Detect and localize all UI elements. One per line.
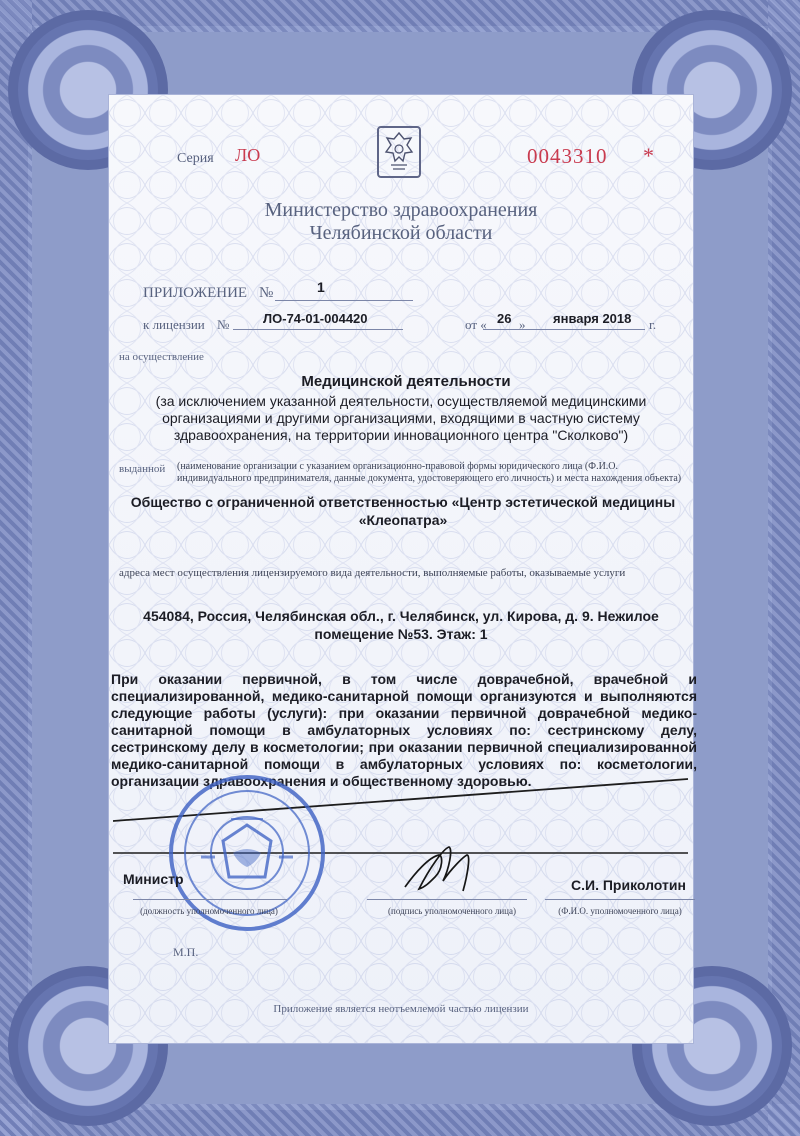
- document-paper: [108, 94, 697, 1044]
- activity-description: (за исключением указанной деятельности, осуществляемой медицинскими организациями и другими организациями, входящими в частную систему здравоохранения, на территории инновационного центра "Сколково"): [155, 393, 647, 443]
- ministry-line-1: Министерство здравоохранения: [264, 199, 538, 221]
- appendix-number-sign: №: [259, 285, 274, 301]
- license-number: 0043310: [527, 144, 608, 168]
- appendix-label: ПРИЛОЖЕНИЕ: [143, 285, 248, 301]
- stamp-label: М.П.: [173, 945, 199, 959]
- license-label: к лицензии: [143, 317, 205, 332]
- date-month-year: января 2018: [553, 311, 632, 326]
- state-emblem-icon: [375, 125, 423, 181]
- ministry-heading: [109, 199, 693, 245]
- signer-name: С.И. Приколотин: [571, 877, 686, 893]
- signature-icon: [395, 839, 487, 901]
- number-star: *: [643, 143, 654, 168]
- left-ornament-band: [0, 0, 32, 1136]
- right-ornament-band: [768, 0, 800, 1136]
- appendix-number: 1: [317, 279, 325, 295]
- position-note: (должность уполномоченного лица): [140, 906, 278, 916]
- places-label: адреса мест осуществления лицензируемого вида деятельности, выполняемые работы, оказываемые услуги: [119, 567, 626, 579]
- date-line: [483, 329, 645, 330]
- activity-address: 454084, Россия, Челябинская обл., г. Челябинск, ул. Кирова, д. 9. Нежилое помещение №53. Этаж: 1: [143, 608, 659, 642]
- signature-line: [367, 899, 527, 900]
- issued-label: выданной: [119, 463, 166, 475]
- date-prefix: от «: [465, 317, 487, 332]
- name-line: [545, 899, 695, 900]
- license-number-value: ЛО-74-01-004420: [263, 311, 368, 326]
- ministry-line-2: Челябинской области: [309, 222, 493, 244]
- date-suffix: г.: [649, 317, 657, 332]
- services-paragraph: При оказании первичной, в том числе доврачебной, врачебной и специализированной, медико-санитарной помощи организуются и выполняются следующие работы (услуги): при оказании первичной доврачебной медико-санитарной помощи в амбулаторных условиях по: сестринскому делу, сестринскому делу в косметологии; при оказании первичной специализированной медико-санитарной помощи в амбулаторных условиях по: косметологии, организации здравоохранения и общественному здоровью.: [111, 671, 697, 789]
- date-mid: »: [519, 317, 526, 332]
- signature-note: (подпись уполномоченного лица): [388, 906, 516, 916]
- position-line: [133, 899, 287, 900]
- footer-note: Приложение является неотъемлемой частью лицензии: [273, 1003, 529, 1015]
- appendix-number-line: [275, 300, 413, 301]
- name-note: (Ф.И.О. уполномоченного лица): [558, 906, 682, 916]
- license-number-line: [233, 329, 403, 330]
- issued-note: (наименование организации с указанием организационно-правовой формы юридического лица (Ф.И.О. индивидуального предпринимателя, данные документа, удостоверяющего его личность) и места нахождения объекта): [177, 461, 682, 484]
- signer-position: Министр: [123, 871, 184, 887]
- license-number-sign: №: [217, 317, 230, 332]
- date-day: 26: [497, 311, 512, 326]
- series-value: ЛО: [235, 145, 261, 165]
- activity-title: Медицинской деятельности: [301, 373, 511, 390]
- organization-name: Общество с ограниченной ответственностью «Центр эстетической медицины «Клеопатра»: [130, 494, 676, 528]
- activity-label: на осуществление: [119, 351, 204, 363]
- series-label: Серия: [177, 151, 214, 166]
